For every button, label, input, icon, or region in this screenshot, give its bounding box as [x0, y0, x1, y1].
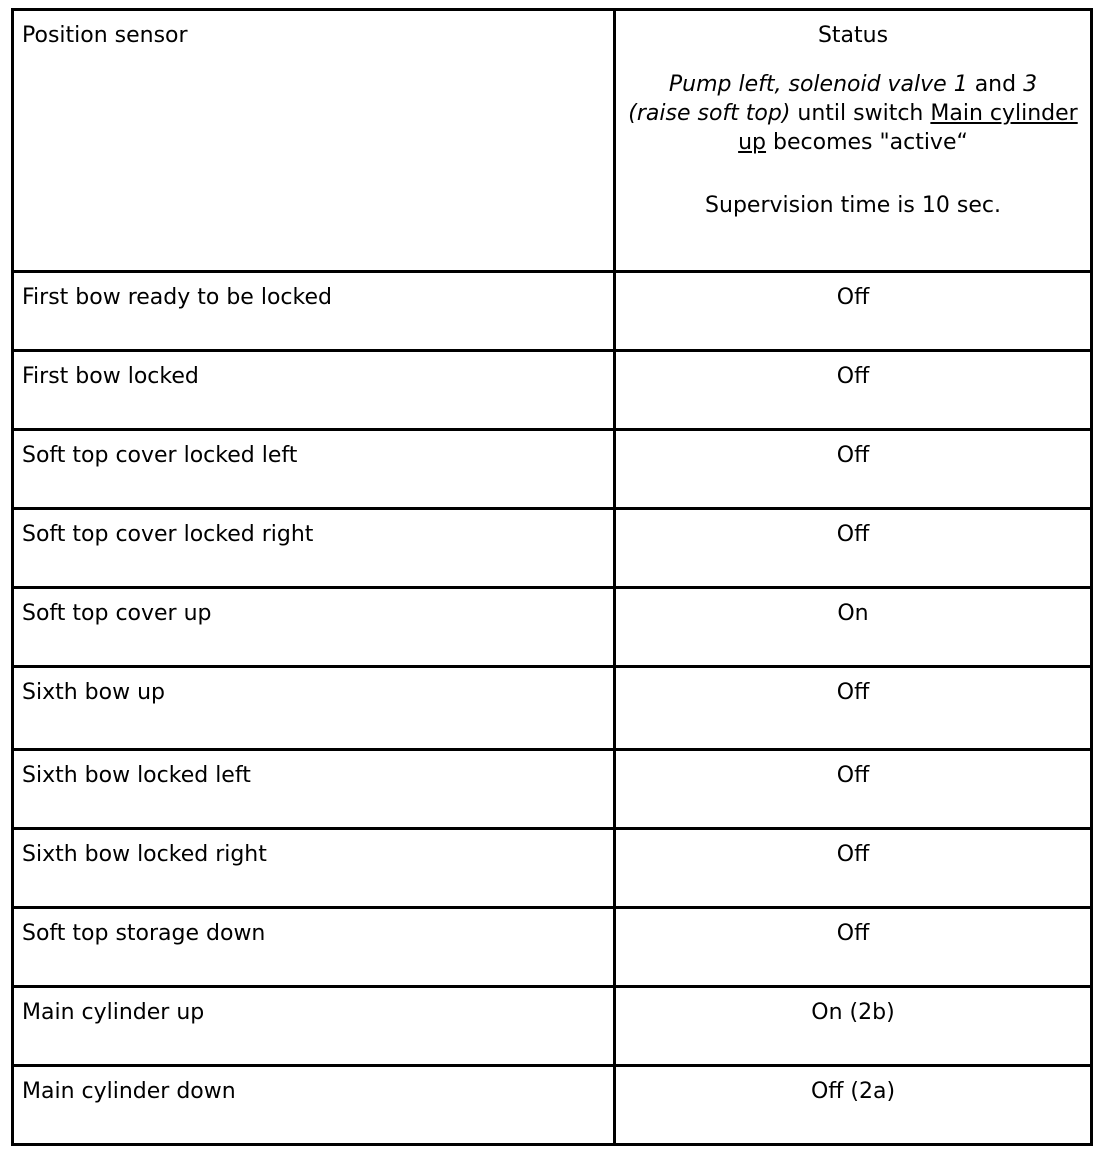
status-description [616, 70, 1090, 157]
column-header-status [615, 10, 1092, 272]
position-sensor-table [11, 8, 1093, 1146]
status-desc-switch-name: Main cylinder up [738, 101, 1078, 155]
status-title: Status [817, 23, 889, 48]
sensor-name-cell: Soft top cover locked right [13, 509, 615, 588]
sensor-status-cell: Off [615, 430, 1092, 509]
sensor-status-cell: Off (2a) [615, 1066, 1092, 1145]
status-desc-raise: (raise soft top) [628, 101, 791, 126]
sensor-name-cell: Sixth bow locked left [13, 750, 615, 829]
sensor-status-cell: Off [615, 351, 1092, 430]
sensor-status-cell: Off [615, 750, 1092, 829]
sensor-status-cell: Off [615, 908, 1092, 987]
sensor-status-cell: Off [615, 829, 1092, 908]
table-body [13, 272, 1092, 1145]
table-row [13, 829, 1092, 908]
sensor-name-cell: Main cylinder up [13, 987, 615, 1066]
status-desc-until: until switch [790, 101, 931, 126]
table-row [13, 430, 1092, 509]
table-header-row [13, 10, 1092, 272]
table-row [13, 1066, 1092, 1145]
supervision-time: Supervision time is 10 sec. [705, 193, 1001, 218]
sensor-status-cell: On (2b) [615, 987, 1092, 1066]
sensor-name-cell: Sixth bow locked right [13, 829, 615, 908]
table-row [13, 987, 1092, 1066]
status-desc-and: and [967, 72, 1024, 97]
sensor-name-cell: Soft top cover up [13, 588, 615, 667]
sensor-status-cell: Off [615, 509, 1092, 588]
sensor-name-cell: Soft top cover locked left [13, 430, 615, 509]
table-row [13, 750, 1092, 829]
sensor-status-cell: On [615, 588, 1092, 667]
table-row [13, 351, 1092, 430]
sensor-name-cell: Main cylinder down [13, 1066, 615, 1145]
table-row [13, 667, 1092, 750]
column-header-position-sensor: Position sensor [13, 10, 615, 272]
table-row [13, 272, 1092, 351]
sensor-name-cell: Sixth bow up [13, 667, 615, 750]
status-desc-pump: Pump left, solenoid valve 1 [668, 72, 968, 97]
table-row [13, 588, 1092, 667]
sensor-name-cell: First bow locked [13, 351, 615, 430]
sensor-status-cell: Off [615, 667, 1092, 750]
status-desc-becomes: becomes "active“ [766, 130, 968, 155]
sensor-name-cell: Soft top storage down [13, 908, 615, 987]
sensor-status-cell: Off [615, 272, 1092, 351]
table-row [13, 509, 1092, 588]
sensor-name-cell: First bow ready to be locked [13, 272, 615, 351]
status-desc-valve3: 3 [1023, 72, 1038, 97]
table-row [13, 908, 1092, 987]
